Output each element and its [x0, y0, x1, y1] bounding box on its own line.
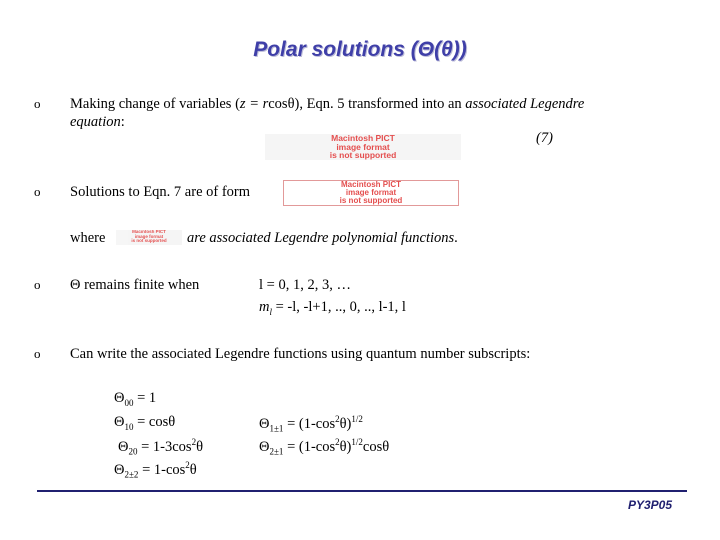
superscript: 1/2 — [351, 437, 363, 447]
expression: = 1-3cos — [141, 438, 192, 455]
function-theta-20 — [118, 437, 203, 457]
subscript: 20 — [128, 446, 138, 457]
unsupported-image-placeholder — [283, 180, 459, 206]
placeholder-line: is not supported — [329, 150, 397, 160]
placeholder-line: Macintosh PICT — [132, 230, 166, 234]
expression: θ — [196, 438, 204, 455]
text-segment: : — [120, 114, 125, 130]
bullet-4-text: Can write the associated Legendre functions using quantum number subscripts: — [70, 346, 531, 362]
expression: = cosθ — [137, 414, 176, 430]
subscript: 10 — [124, 421, 134, 432]
expression: = 1-cos — [142, 461, 186, 478]
bullet-marker: o — [34, 184, 41, 199]
slide-title: Polar solutions (Θ(θ)) — [253, 38, 467, 61]
theta-symbol: Θ — [259, 438, 270, 455]
bullet-1-line-2 — [70, 114, 125, 131]
function-theta-1pm1 — [259, 414, 363, 434]
unsupported-image-placeholder — [265, 134, 461, 160]
finite-condition-ml — [259, 299, 406, 317]
expression: = 1 — [137, 390, 157, 406]
bullet-2-line-1: Solutions to Eqn. 7 are of form — [70, 184, 251, 200]
function-theta-2pm1 — [259, 437, 389, 457]
expression: = (1-cos — [287, 415, 336, 432]
superscript: 2 — [335, 437, 340, 447]
bullet-marker: o — [34, 96, 41, 111]
unsupported-image-placeholder — [116, 230, 182, 245]
math-symbol: m — [259, 299, 270, 315]
subscript: 1±1 — [269, 423, 284, 434]
theta-symbol: Θ — [114, 461, 125, 478]
bullet-2-line-2 — [187, 230, 458, 247]
expression: cosθ — [362, 438, 390, 455]
text-segment: . — [454, 230, 458, 246]
subscript: 2±2 — [124, 469, 139, 480]
equation-number: (7) — [536, 130, 553, 146]
subscript: 00 — [124, 397, 134, 408]
function-theta-2pm2 — [114, 460, 197, 480]
superscript: 2 — [185, 460, 190, 470]
subscript: l — [269, 306, 272, 317]
placeholder-line: Macintosh PICT — [331, 134, 395, 143]
placeholder-line: image format — [345, 188, 397, 197]
finite-condition-l: l = 0, 1, 2, 3, … — [259, 277, 351, 293]
bullet-2-where: where — [70, 230, 106, 246]
theta-symbol: Θ — [114, 414, 125, 430]
theta-symbol: Θ — [259, 415, 270, 432]
bullet-marker: o — [34, 346, 41, 361]
function-theta-10 — [114, 414, 175, 432]
italic-segment: are associated Legendre polynomial functions — [187, 230, 455, 246]
expression: θ) — [339, 438, 352, 455]
footer-divider — [37, 490, 687, 492]
placeholder-line: is not supported — [339, 196, 403, 205]
placeholder-line: image format — [336, 141, 390, 152]
theta-symbol: Θ — [114, 390, 125, 406]
bullet-3-text: Θ remains finite when — [70, 277, 200, 293]
italic-segment: associated Legendre — [465, 96, 585, 112]
math-segment: z = r — [239, 96, 269, 112]
text-segment: Making change of variables ( — [70, 96, 240, 112]
superscript: 2 — [191, 437, 197, 447]
italic-segment: equation — [70, 114, 121, 130]
expression: θ) — [339, 415, 352, 432]
subscript: 2±1 — [269, 446, 284, 457]
bullet-1-line-1 — [70, 96, 584, 113]
text-segment: cosθ), Eqn. 5 transformed into an — [268, 96, 466, 112]
theta-symbol: Θ — [118, 438, 129, 455]
function-theta-00 — [114, 390, 156, 408]
placeholder-line: is not supported — [131, 238, 167, 243]
superscript: 2 — [335, 414, 340, 424]
course-code: PY3P05 — [627, 498, 672, 512]
superscript: 1/2 — [351, 414, 363, 424]
expression: θ — [189, 461, 197, 478]
placeholder-line: Macintosh PICT — [340, 180, 401, 189]
math-range: = -l, -l+1, .., 0, .., l-1, l — [272, 299, 406, 315]
placeholder-line: image format — [134, 233, 164, 239]
bullet-marker: o — [34, 277, 41, 292]
expression: = (1-cos — [287, 438, 336, 455]
